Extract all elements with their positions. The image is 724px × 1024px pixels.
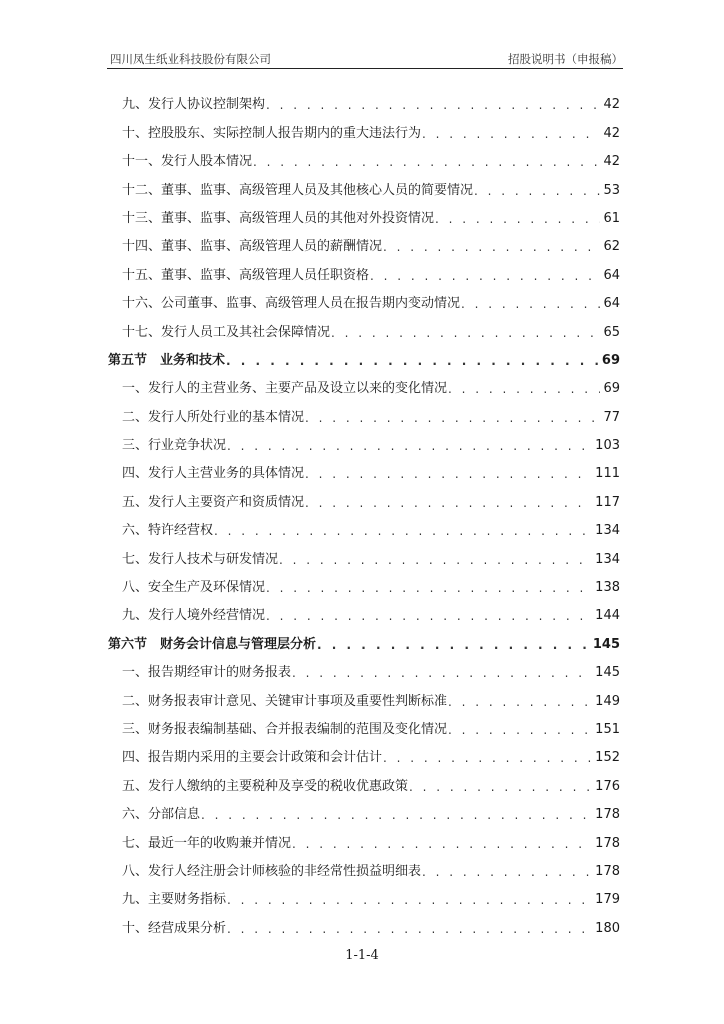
toc-entry[interactable] (108, 880, 620, 908)
toc-entry-page: 134 (595, 551, 620, 567)
toc-entry[interactable] (108, 539, 620, 567)
page-header (107, 46, 623, 69)
toc-entry-title: 四、报告期内采用的主要会计政策和会计估计 (122, 750, 383, 766)
toc-entry-page: 111 (595, 466, 620, 482)
toc-dot-leader (227, 921, 592, 937)
toc-entry[interactable] (108, 255, 620, 283)
toc-entry[interactable] (108, 369, 620, 397)
toc-entry-page: 42 (603, 154, 620, 170)
toc-entry[interactable] (108, 199, 620, 227)
toc-entry[interactable] (108, 454, 620, 482)
toc-dot-leader (448, 722, 592, 738)
toc-entry-title: 二、发行人所处行业的基本情况 (122, 409, 305, 425)
toc-section-entry[interactable] (108, 341, 620, 369)
toc-entry-page: 178 (595, 807, 620, 823)
toc-entry-page: 179 (595, 892, 620, 908)
table-of-contents (108, 85, 620, 937)
toc-dot-leader (226, 353, 599, 369)
toc-entry-title: 十三、董事、监事、高级管理人员的其他对外投资情况 (122, 210, 435, 226)
toc-dot-leader (383, 750, 592, 766)
toc-dot-leader (422, 126, 600, 142)
toc-entry[interactable] (108, 568, 620, 596)
toc-dot-leader (266, 608, 592, 624)
toc-dot-leader (448, 694, 592, 710)
toc-entry-page: 62 (603, 239, 620, 255)
toc-entry[interactable] (108, 596, 620, 624)
toc-entry[interactable] (108, 795, 620, 823)
toc-entry-page: 178 (595, 835, 620, 851)
toc-entry[interactable] (108, 312, 620, 340)
toc-entry-title: 第五节 业务和技术 (108, 352, 226, 368)
toc-entry[interactable] (108, 397, 620, 425)
toc-entry-page: 144 (595, 608, 620, 624)
toc-dot-leader (409, 779, 592, 795)
toc-entry-title: 十、控股股东、实际控制人报告期内的重大违法行为 (122, 125, 422, 141)
toc-entry[interactable] (108, 85, 620, 113)
toc-entry[interactable] (108, 170, 620, 198)
toc-entry-page: 53 (603, 182, 620, 198)
header-document-type: 招股说明书（申报稿） (508, 52, 623, 66)
toc-dot-leader (227, 892, 592, 908)
toc-entry-title: 五、发行人缴纳的主要税种及享受的税收优惠政策 (122, 778, 409, 794)
toc-entry-page: 117 (595, 494, 620, 510)
toc-entry-title: 一、报告期经审计的财务报表 (122, 665, 292, 681)
toc-entry-page: 64 (603, 296, 620, 312)
toc-dot-leader (253, 154, 600, 170)
toc-dot-leader (317, 637, 590, 653)
toc-entry-title: 十五、董事、监事、高级管理人员任职资格 (122, 267, 370, 283)
toc-entry[interactable] (108, 482, 620, 510)
toc-entry[interactable] (108, 710, 620, 738)
toc-entry-page: 65 (603, 324, 620, 340)
toc-entry-title: 七、最近一年的收购兼并情况 (122, 835, 292, 851)
toc-entry-title: 第六节 财务会计信息与管理层分析 (108, 636, 317, 652)
page-number: 1-1-4 (345, 948, 379, 963)
toc-entry-title: 九、发行人协议控制架构 (122, 97, 266, 113)
toc-entry-page: 134 (595, 523, 620, 539)
toc-entry-title: 八、发行人经注册会计师核验的非经常性损益明细表 (122, 863, 422, 879)
toc-dot-leader (305, 410, 600, 426)
toc-entry[interactable] (108, 227, 620, 255)
toc-entry-page: 145 (595, 665, 620, 681)
toc-entry-title: 六、分部信息 (122, 807, 201, 823)
toc-entry-title: 十一、发行人股本情况 (122, 154, 253, 170)
toc-dot-leader (305, 466, 592, 482)
toc-dot-leader (292, 665, 592, 681)
toc-entry-title: 八、安全生产及环保情况 (122, 580, 266, 596)
toc-dot-leader (305, 495, 592, 511)
toc-entry-page: 69 (601, 352, 620, 368)
toc-entry[interactable] (108, 823, 620, 851)
toc-entry-page: 152 (595, 750, 620, 766)
toc-entry-page: 138 (595, 580, 620, 596)
toc-entry-title: 十二、董事、监事、高级管理人员及其他核心人员的简要情况 (122, 182, 474, 198)
toc-entry-page: 42 (603, 125, 620, 141)
toc-entry-title: 三、行业竞争状况 (122, 438, 227, 454)
toc-entry[interactable] (108, 113, 620, 141)
toc-entry-page: 151 (595, 721, 620, 737)
toc-entry[interactable] (108, 738, 620, 766)
toc-entry-page: 178 (595, 863, 620, 879)
toc-entry-title: 十四、董事、监事、高级管理人员的薪酬情况 (122, 239, 383, 255)
toc-dot-leader (201, 807, 592, 823)
toc-dot-leader (383, 239, 600, 255)
toc-entry-title: 九、发行人境外经营情况 (122, 608, 266, 624)
toc-entry-title: 九、主要财务指标 (122, 892, 227, 908)
toc-entry[interactable] (108, 766, 620, 794)
toc-entry-title: 十、经营成果分析 (122, 920, 227, 936)
header-company-name: 四川凤生纸业科技股份有限公司 (110, 52, 271, 66)
toc-entry[interactable] (108, 284, 620, 312)
toc-dot-leader (448, 381, 600, 397)
toc-entry-title: 十六、公司董事、监事、高级管理人员在报告期内变动情况 (122, 296, 461, 312)
toc-entry[interactable] (108, 908, 620, 936)
toc-entry-title: 七、发行人技术与研发情况 (122, 551, 279, 567)
toc-entry-page: 103 (595, 438, 620, 454)
toc-section-entry[interactable] (108, 624, 620, 652)
toc-dot-leader (435, 211, 600, 227)
toc-entry[interactable] (108, 511, 620, 539)
toc-entry-title: 一、发行人的主营业务、主要产品及设立以来的变化情况 (122, 381, 448, 397)
toc-entry-page: 149 (595, 693, 620, 709)
toc-entry-page: 61 (603, 210, 620, 226)
toc-entry[interactable] (108, 681, 620, 709)
toc-entry-title: 五、发行人主要资产和资质情况 (122, 494, 305, 510)
toc-dot-leader (461, 296, 600, 312)
toc-entry-title: 十七、发行人员工及其社会保障情况 (122, 324, 331, 340)
toc-entry-title: 二、财务报表审计意见、关键审计事项及重要性判断标准 (122, 693, 448, 709)
toc-dot-leader (266, 580, 592, 596)
toc-entry-page: 180 (595, 920, 620, 936)
toc-entry-page: 42 (603, 97, 620, 113)
toc-dot-leader (214, 523, 592, 539)
toc-entry-page: 64 (603, 267, 620, 283)
toc-dot-leader (422, 864, 592, 880)
toc-entry-page: 77 (603, 409, 620, 425)
toc-entry-title: 六、特许经营权 (122, 523, 214, 539)
toc-entry-title: 三、财务报表编制基础、合并报表编制的范围及变化情况 (122, 721, 448, 737)
toc-entry-title: 四、发行人主营业务的具体情况 (122, 466, 305, 482)
toc-entry[interactable] (108, 426, 620, 454)
toc-dot-leader (292, 836, 592, 852)
toc-dot-leader (474, 183, 600, 199)
toc-entry-page: 69 (603, 381, 620, 397)
toc-entry[interactable] (108, 653, 620, 681)
toc-dot-leader (370, 268, 600, 284)
toc-dot-leader (266, 97, 600, 113)
toc-entry-page: 145 (592, 636, 620, 652)
toc-dot-leader (279, 552, 592, 568)
toc-dot-leader (331, 325, 600, 341)
toc-entry[interactable] (108, 142, 620, 170)
toc-entry[interactable] (108, 852, 620, 880)
toc-entry-page: 176 (595, 778, 620, 794)
toc-dot-leader (227, 438, 592, 454)
